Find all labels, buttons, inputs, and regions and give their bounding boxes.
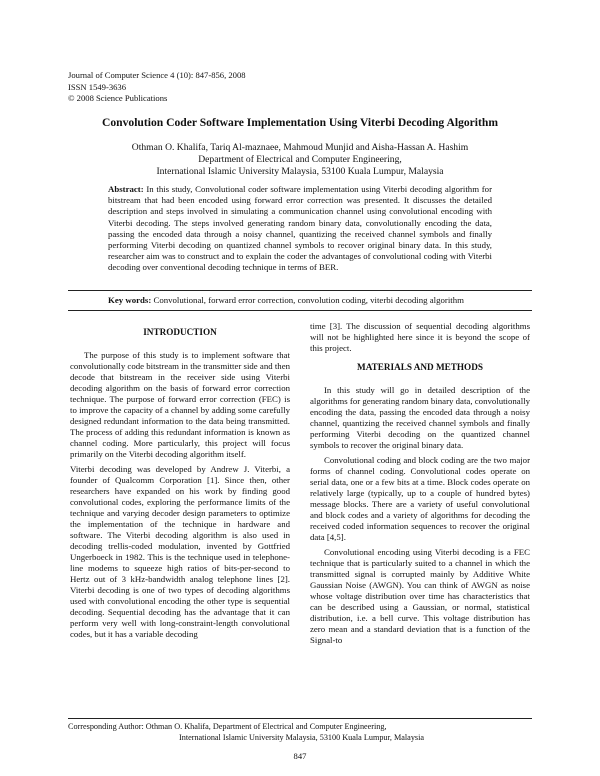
abstract-text: In this study, Convolutional coder software implementation using Viterbi decoding algorithm for bitstream that had been encoded using forward error correction was presented. It discusses the detailed description and steps involved in simulating a communication channel using convolutional encoding with Viterbi decoding. The steps involved generating random binary data, convolutionally encoding the data, passing the encoded data through a noisy channel, quantizing the received channel symbols and finally performing Viterbi decoding on quantized channel symbols to recover original binary data. In this study, researcher aim was to construct and to explain the coder the advantages of convolutional coding with Viterbi decoding over conventional decoding technique in terms of BER. bbox=[108, 184, 492, 273]
copyright: © 2008 Science Publications bbox=[68, 93, 168, 103]
abstract bbox=[108, 184, 492, 274]
issn: ISSN 1549-3636 bbox=[68, 81, 127, 92]
section-heading-methods: MATERIALS AND METHODS bbox=[357, 362, 483, 372]
paragraph: The purpose of this study is to implement software that convolutionally code bitstream in the transmitter side and then decode that bitstream in the receiver side using Viterbi decoding algorithm on the basis of forward error correction technique. The purpose of forward error correction (FEC) is to improve the capacity of a channel by adding some carefully designed redundant information to the data being transmitted. The process of adding this redundant information is known as channel coding. More particularly, this project will focus primarily on the Viterbi decoding algorithm itself. bbox=[70, 350, 290, 459]
author-block bbox=[80, 142, 520, 178]
journal-header bbox=[68, 70, 246, 105]
paper-title: Convolution Coder Software Implementation Using Viterbi Decoding Algorithm bbox=[101, 116, 498, 129]
page-number: 847 bbox=[293, 751, 307, 761]
author-names: Othman O. Khalifa, Tariq Al-maznaee, Mahmoud Munjid and Aisha-Hassan A. Hashim bbox=[131, 142, 469, 153]
paragraph: In this study will go in detailed description of the algorithms for generating random binary data, convolutionally encoding the data, passing the encoded data through a noisy channel, quantizing the received channel symbols and finally performing Viterbi decoding on the quantized channel symbols to recover the original binary data. bbox=[310, 385, 530, 450]
paragraph: Viterbi decoding was developed by Andrew J. Viterbi, a founder of Qualcomm Corporation [1]. Since then, other researchers have expanded on his work by finding good convolutional codes, exploring the performance limits of the technique and varying decoder design parameters to optimize the implementation of the technique in hardware and software. The Viterbi decoding algorithm is also used in decoding trellis-coded modulation, invented by Gottfried Ungerboeck in 1982. This is the technique used in telephone-line modems to squeeze high ratios of bits-per-second to Hertz out of 3 kHz-bandwidth analog telephone lines [2]. Viterbi decoding is one of two types of decoding algorithms used with convolutional encoding the other type is sequential decoding. Sequential decoding has the advantage that it can perform very well with long-constraint-length convolutional codes, but it has a variable decoding bbox=[70, 464, 290, 639]
author-university: International Islamic University Malaysia, 53100 Kuala Lumpur, Malaysia bbox=[156, 166, 444, 177]
section-heading-introduction: INTRODUCTION bbox=[143, 327, 217, 337]
right-column bbox=[310, 321, 530, 650]
left-column bbox=[70, 321, 290, 644]
key-words bbox=[108, 295, 492, 305]
divider-top bbox=[68, 290, 532, 291]
footnote-divider bbox=[68, 718, 532, 719]
footnote-line: Corresponding Author: Othman O. Khalifa, Department of Electrical and Computer Engineering, bbox=[68, 722, 387, 731]
paragraph: time [3]. The discussion of sequential decoding algorithms will not be highlighted here since it is beyond the scope of this project. bbox=[310, 321, 530, 353]
footnote-line: International Islamic University Malaysia, 53100 Kuala Lumpur, Malaysia bbox=[179, 732, 425, 742]
journal-citation: Journal of Computer Science 4 (10): 847-856, 2008 bbox=[68, 70, 246, 80]
key-words-label: Key words: bbox=[108, 295, 152, 305]
paragraph: Convolutional encoding using Viterbi decoding is a FEC technique that is particularly suited to a channel in which the transmitted signal is corrupted mainly by Additive White Gaussian Noise (AWGN). You can think of AWGN as noise whose voltage distribution over time has characteristics that can be described using a Gaussian, or normal, statistical distribution, i.e. a bell curve. This voltage distribution has zero mean and a standard deviation that is a function of the Signal-to bbox=[310, 547, 530, 645]
author-department: Department of Electrical and Computer Engineering, bbox=[198, 154, 402, 165]
abstract-label: Abstract: bbox=[108, 184, 144, 194]
divider-bottom bbox=[68, 310, 532, 311]
key-words-text: Convolutional, forward error correction, convolution coding, viterbi decoding algorithm bbox=[153, 295, 464, 305]
corresponding-author-footnote bbox=[68, 722, 532, 743]
paragraph: Convolutional coding and block coding are the two major forms of channel coding. Convolutional codes operate on serial data, one or a few bits at a time. Block codes operate on relatively large (typically, up to a couple of hundred bytes) message blocks. There are a variety of useful convolutional and block codes and a variety of algorithms for decoding the received coded information sequences to recover the original data [4,5]. bbox=[310, 455, 530, 542]
